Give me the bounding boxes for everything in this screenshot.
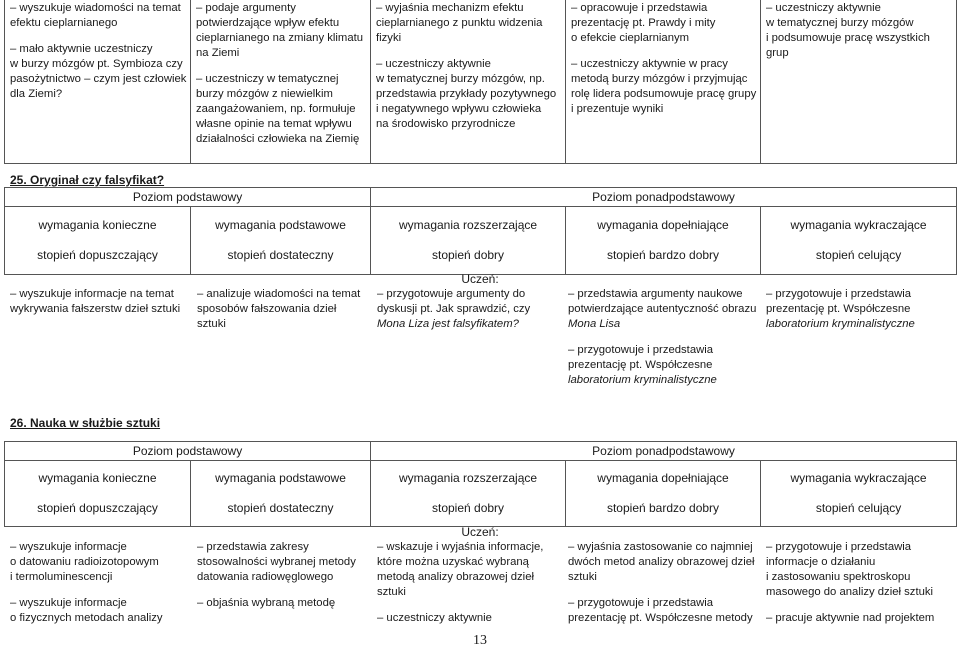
section-25-poziom-ponadpodstawowy: Poziom ponadpodstawowy — [371, 188, 957, 207]
section-25-level-3: wymagania rozszerzające stopień dobry — [371, 207, 566, 275]
section-25-header-table — [4, 187, 957, 275]
top-col-2: – podaje argumenty potwierdzające wpływ efektu cieplarnianego na zmiany klimatu na Ziemi – uczestniczy w tematycznej burzy mózgów z niewielkim zaangażowaniem, np. formułuje własne opinie na temat wpływu działalności człowieka na Ziemię — [191, 0, 371, 164]
section-25-title: 25. Oryginał czy falsyfikat? — [10, 173, 165, 187]
section-25-uczen-label: Uczeń: — [461, 272, 499, 286]
section-25-col-1: – wyszukuje informacje na temat wykrywania fałszerstw dzieł sztuki — [10, 288, 181, 315]
section-25-level-1: wymagania konieczne stopień dopuszczający — [5, 207, 191, 275]
section-26-col-1: – wyszukuje informacje o datowaniu radioizotopowym i termoluminescencji – wyszukuje informacje o fizycznych metodach analizy — [10, 541, 163, 624]
section-26-level-5: wymagania wykraczające stopień celujący — [761, 461, 957, 527]
top-col-4: – opracowuje i przedstawia prezentację pt. Prawdy i mity o efekcie cieplarnianym – uczestniczy aktywnie w pracy metodą burzy mózgów i przyjmując rolę lidera podsumowuje pracę grupy i prezentuje wyniki — [566, 0, 761, 164]
section-25-col-4: – przedstawia argumenty naukowe potwierdzające autentyczność obrazu Mona Lisa – przygotowuje i przedstawia prezentację pt. Współczesne laboratorium kryminalistyczne — [568, 288, 757, 386]
section-25-level-2: wymagania podstawowe stopień dostateczny — [191, 207, 371, 275]
section-26-header-table — [4, 441, 957, 527]
section-25-level-4: wymagania dopełniające stopień bardzo dobry — [566, 207, 761, 275]
section-26-level-4: wymagania dopełniające stopień bardzo dobry — [566, 461, 761, 527]
section-26-poziom-ponadpodstawowy: Poziom ponadpodstawowy — [371, 442, 957, 461]
section-25-col-2: – analizuje wiadomości na temat sposobów fałszowania dzieł sztuki — [197, 288, 361, 330]
top-col-3: – wyjaśnia mechanizm efektu cieplarnianego z punktu widzenia fizyki – uczestniczy aktywnie w tematycznej burzy mózgów, np. przedstawia przykłady pozytywnego i negatywnego wpływu człowieka na środowisko przyrodnicze — [371, 0, 566, 164]
section-26-col-3: – wskazuje i wyjaśnia informacje, które można uzyskać wybraną metodą analizy obrazowej dzieł sztuki – uczestniczy aktywnie — [377, 541, 544, 624]
section-26-col-2: – przedstawia zakresy stosowalności wybranej metody datowania radiowęglowego – objaśnia wybraną metodę — [197, 541, 356, 609]
section-25-poziom-podstawowy: Poziom podstawowy — [5, 188, 371, 207]
top-col-5: – uczestniczy aktywnie w tematycznej burzy mózgów i podsumowuje pracę wszystkich grup — [761, 0, 957, 164]
section-26-col-4: – wyjaśnia zastosowanie co najmniej dwóch metod analizy obrazowej dzieł sztuki – przygotowuje i przedstawia prezentację pt. Współczesne metody — [568, 541, 755, 624]
section-25-level-5: wymagania wykraczające stopień celujący — [761, 207, 957, 275]
section-25-col-3: – przygotowuje argumenty do dyskusji pt. Jak sprawdzić, czy Mona Liza jest falsyfikatem? — [377, 288, 531, 330]
section-26-poziom-podstawowy: Poziom podstawowy — [5, 442, 371, 461]
section-26-level-2: wymagania podstawowe stopień dostateczny — [191, 461, 371, 527]
section-26-uczen-label: Uczeń: — [461, 525, 499, 539]
section-25-col-5: – przygotowuje i przedstawia prezentację pt. Współczesne laboratorium kryminalistyczne — [766, 288, 915, 330]
page-number: 13 — [473, 633, 487, 648]
top-requirements-table — [4, 0, 957, 164]
section-26-level-3: wymagania rozszerzające stopień dobry — [371, 461, 566, 527]
section-26-level-1: wymagania konieczne stopień dopuszczający — [5, 461, 191, 527]
top-col-1: – wyszukuje wiadomości na temat efektu cieplarnianego – mało aktywnie uczestniczy w burzy mózgów pt. Symbioza czy pasożytnictwo – czym jest człowiek dla Ziemi? — [5, 0, 191, 164]
section-26-title: 26. Nauka w służbie sztuki — [10, 416, 161, 430]
section-26-col-5: – przygotowuje i przedstawia informacje o działaniu i zastosowaniu spektroskopu masowego do analizy dzieł sztuki – pracuje aktywnie nad projektem — [766, 541, 935, 624]
